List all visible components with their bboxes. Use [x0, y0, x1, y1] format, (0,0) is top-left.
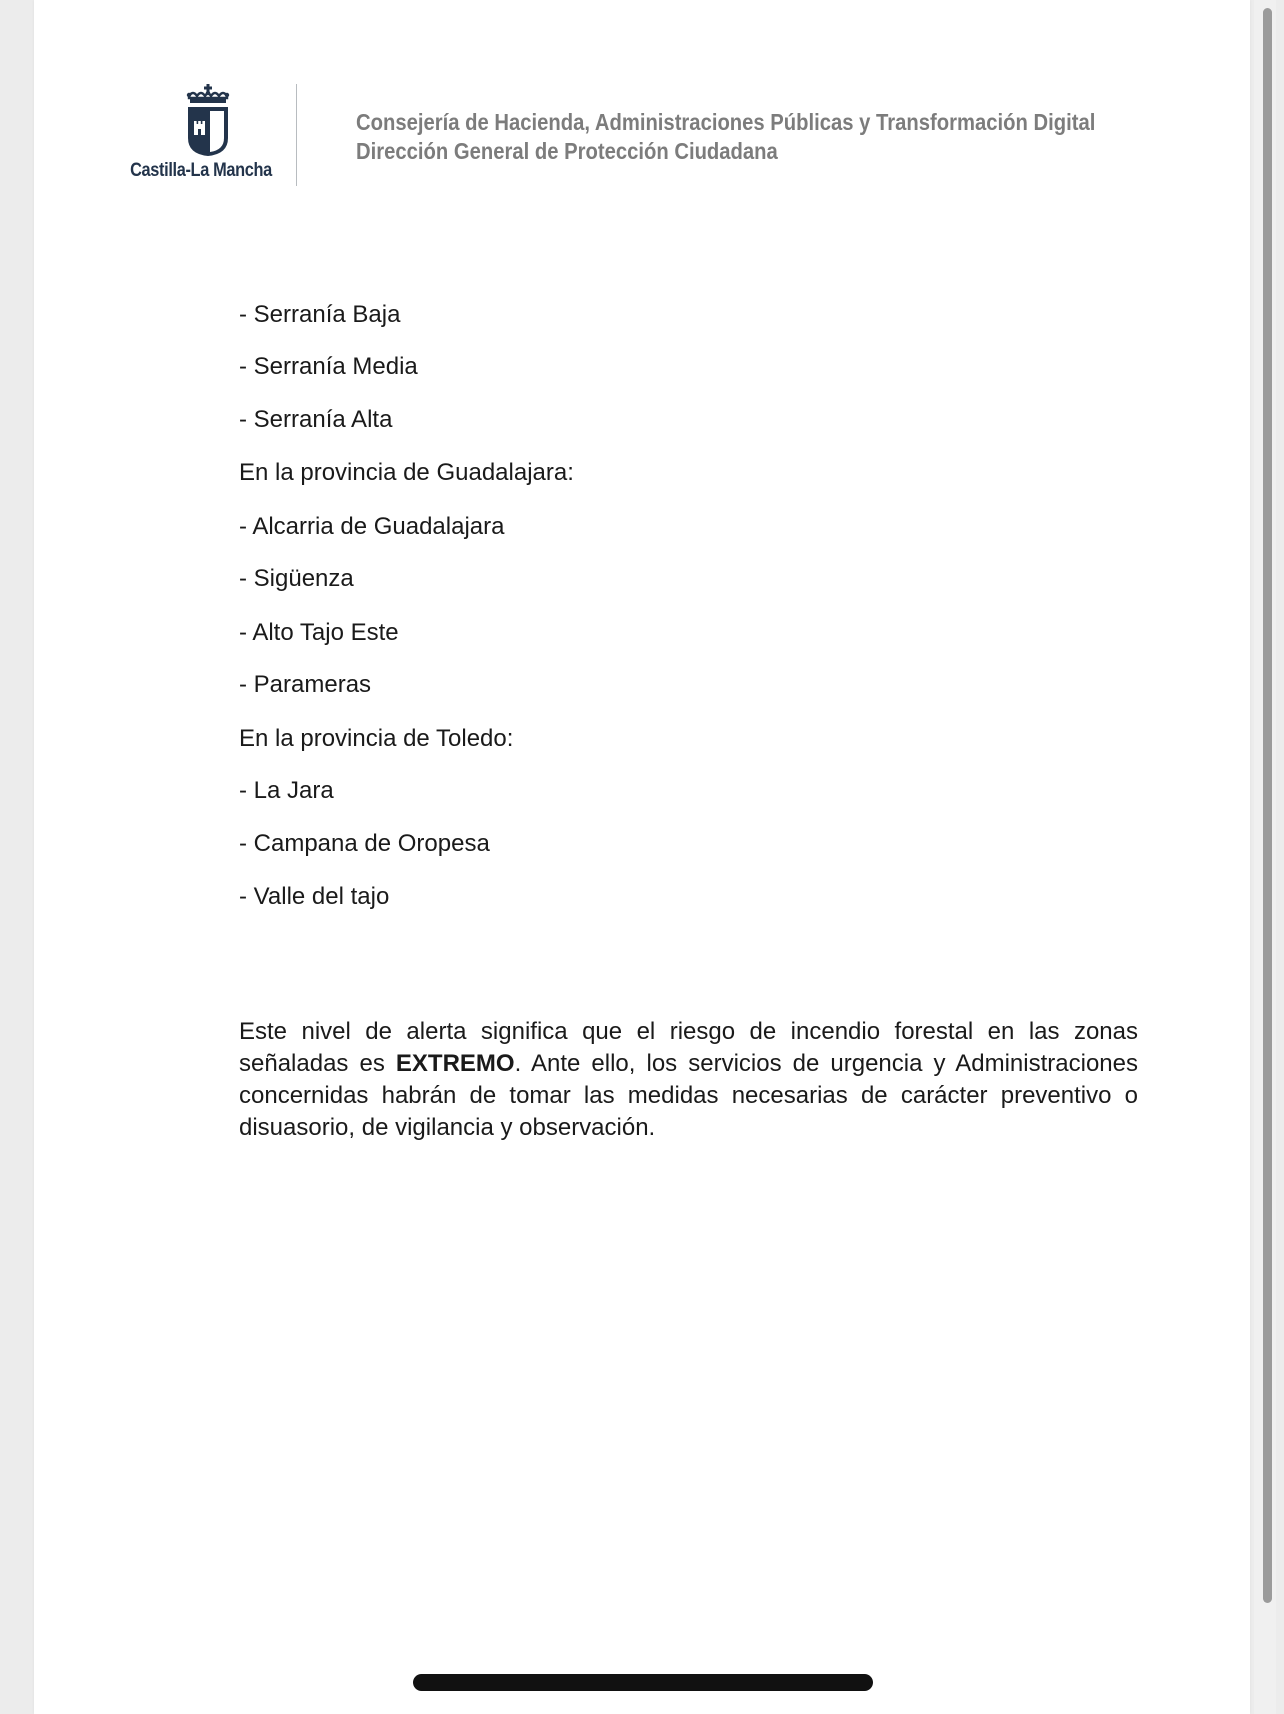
- list-item: - Alto Tajo Este: [239, 619, 399, 646]
- province-heading: En la provincia de Guadalajara:: [239, 459, 574, 486]
- paragraph-text-start: Este nivel de alerta significa que el riesgo de incendio forestal en las zonas señaladas es: [239, 1018, 1138, 1077]
- castilla-la-mancha-logo: [98, 84, 304, 188]
- home-indicator[interactable]: [413, 1674, 873, 1691]
- list-item: - Campana de Oropesa: [239, 830, 490, 857]
- document-page: [34, 0, 1250, 1714]
- header-organization: [356, 108, 1256, 166]
- list-item: - Serranía Baja: [239, 301, 401, 328]
- header-divider: [296, 84, 297, 186]
- alert-paragraph: [239, 1016, 1138, 1144]
- list-item: - Parameras: [239, 671, 372, 698]
- scrollbar-thumb[interactable]: [1263, 8, 1272, 1603]
- list-item: - Valle del tajo: [239, 883, 390, 910]
- list-item: - Serranía Media: [239, 353, 418, 380]
- list-item: - Serranía Alta: [239, 406, 393, 433]
- paragraph-text-end: . Ante ello, los servicios de urgencia y Administraciones concernidas habrán de tomar las medidas necesarias de carácter preventivo o disuasorio, de vigilancia y observación.: [239, 1050, 1138, 1141]
- province-heading: En la provincia de Toledo:: [239, 725, 514, 752]
- alert-level: EXTREMO: [395, 1050, 515, 1077]
- department-name: Consejería de Hacienda, Administraciones Públicas y Transformación Digital: [356, 109, 1096, 135]
- logo-text: Castilla-La Mancha: [130, 160, 272, 181]
- crest-icon: [185, 84, 231, 158]
- list-item: - La Jara: [239, 777, 334, 804]
- list-item: - Alcarria de Guadalajara: [239, 513, 505, 540]
- list-item: - Sigüenza: [239, 565, 354, 592]
- directorate-name: Dirección General de Protección Ciudadana: [356, 138, 778, 164]
